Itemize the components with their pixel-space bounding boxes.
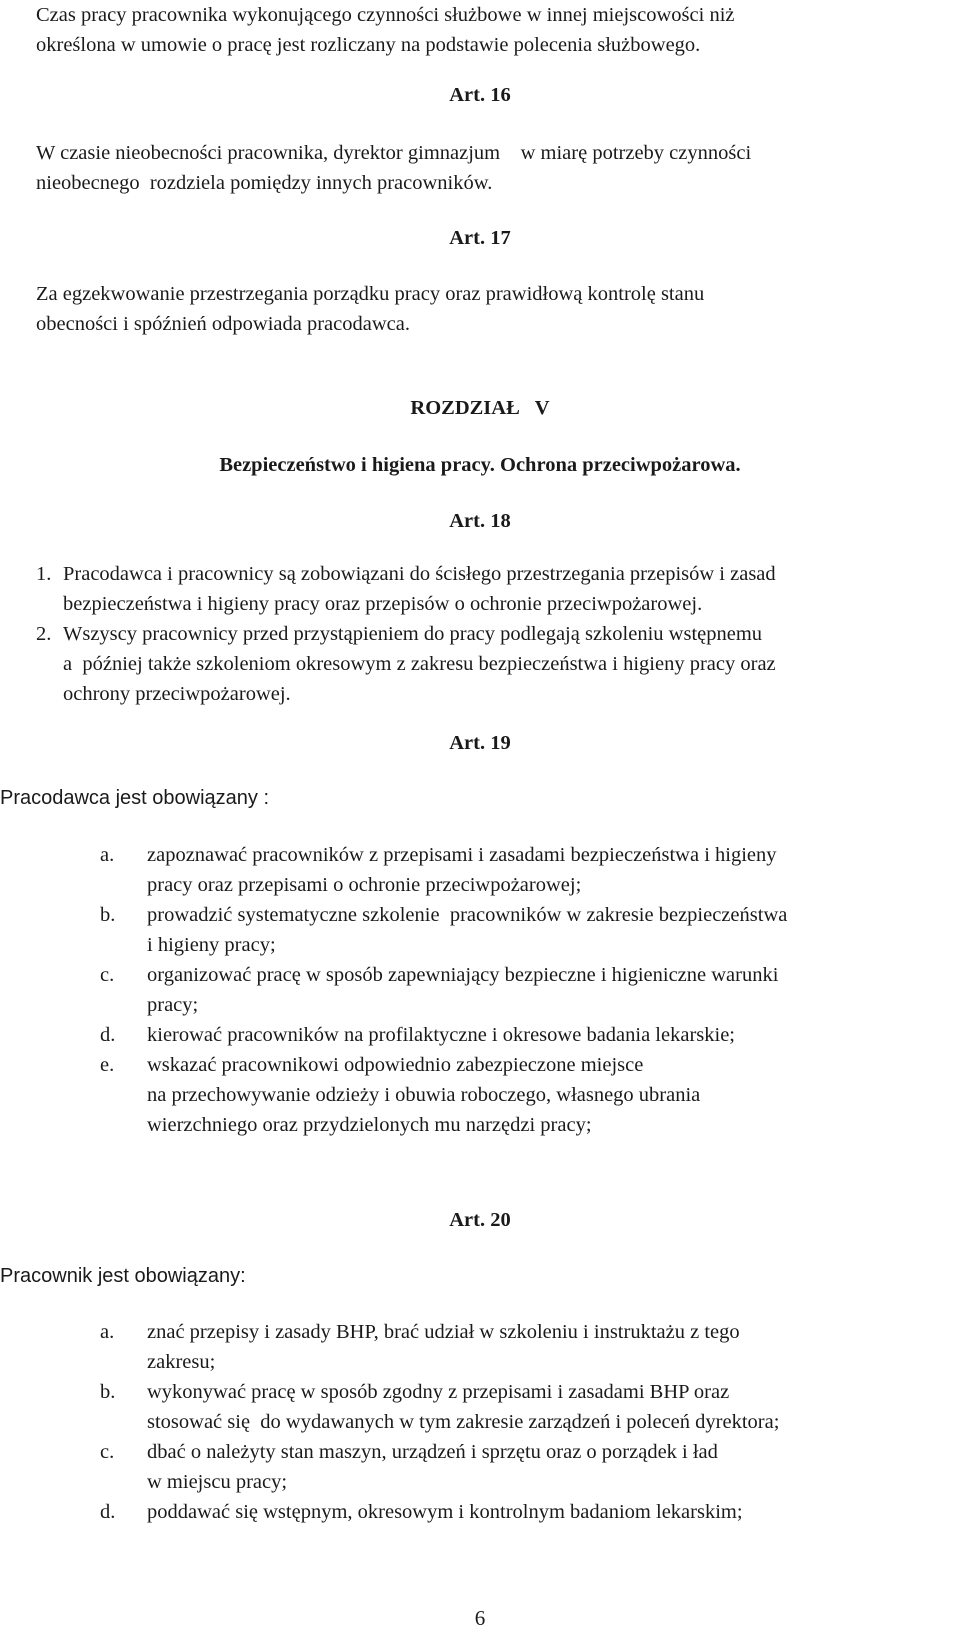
art17-paragraph xyxy=(36,279,936,339)
art19-lead: Pracodawca jest obowiązany : xyxy=(0,787,270,809)
art18-heading: Art. 18 xyxy=(449,510,511,532)
art20-lead: Pracownik jest obowiązany: xyxy=(0,1265,246,1287)
text-line: poddawać się wstępnym, okresowym i kontrolnym badaniom lekarskim; xyxy=(147,1501,743,1523)
text-line: bezpieczeństwa i higieny pracy oraz przepisów o ochronie przeciwpożarowej. xyxy=(63,593,703,615)
art19-heading: Art. 19 xyxy=(449,732,511,754)
list-marker: b. xyxy=(100,904,116,926)
list-item xyxy=(100,1050,787,1140)
text-line: stosować się do wydawanych w tym zakresie zarządzeń i poleceń dyrektora; xyxy=(147,1411,780,1433)
list-item xyxy=(100,840,787,900)
list-item xyxy=(100,900,787,960)
art17-heading: Art. 17 xyxy=(449,227,511,249)
art19-list xyxy=(100,840,787,1140)
text-line: pracy oraz przepisami o ochronie przeciwpożarowej; xyxy=(147,874,582,896)
art18-list xyxy=(36,559,776,709)
list-item xyxy=(100,1437,779,1497)
chapter-title: Bezpieczeństwo i higiena pracy. Ochrona przeciwpożarowa. xyxy=(219,454,741,476)
list-marker: d. xyxy=(100,1024,116,1046)
intro-paragraph xyxy=(36,0,936,60)
art20-heading: Art. 20 xyxy=(449,1209,511,1231)
text-line: organizować pracę w sposób zapewniający bezpieczne i higieniczne warunki xyxy=(147,964,779,986)
text-line: znać przepisy i zasady BHP, brać udział w szkoleniu i instruktażu z tego xyxy=(147,1321,740,1343)
list-marker: d. xyxy=(100,1501,116,1523)
text-line: Za egzekwowanie przestrzegania porządku pracy oraz prawidłową kontrolę stanu xyxy=(36,283,705,305)
art16-heading: Art. 16 xyxy=(449,84,511,106)
text-line: zakresu; xyxy=(147,1351,216,1373)
list-marker: e. xyxy=(100,1054,115,1076)
list-marker: c. xyxy=(100,1441,115,1463)
text-line: a później także szkoleniom okresowym z zakresu bezpieczeństwa i higieny pracy oraz xyxy=(63,653,776,675)
text-line: określona w umowie o pracę jest rozliczany na podstawie polecenia służbowego. xyxy=(36,34,701,56)
art16-paragraph xyxy=(36,138,936,198)
art20-list xyxy=(100,1317,779,1527)
list-item xyxy=(100,1317,779,1377)
list-marker: c. xyxy=(100,964,115,986)
list-marker: 2. xyxy=(36,623,52,645)
text-line: Pracodawca i pracownicy są zobowiązani do ścisłego przestrzegania przepisów i zasad xyxy=(63,563,776,585)
list-marker: 1. xyxy=(36,563,52,585)
list-item xyxy=(100,1377,779,1437)
list-marker: a. xyxy=(100,1321,115,1343)
text-line: W czasie nieobecności pracownika, dyrektor gimnazjum w miarę potrzeby czynności xyxy=(36,142,752,164)
list-item xyxy=(100,1020,787,1050)
text-line: wierzchniego oraz przydzielonych mu narzędzi pracy; xyxy=(147,1114,592,1136)
list-marker: b. xyxy=(100,1381,116,1403)
text-line: ochrony przeciwpożarowej. xyxy=(63,683,291,705)
list-item xyxy=(36,619,776,709)
text-line: Czas pracy pracownika wykonującego czynności służbowe w innej miejscowości niż xyxy=(36,4,735,26)
list-item xyxy=(100,960,787,1020)
text-line: kierować pracowników na profilaktyczne i okresowe badania lekarskie; xyxy=(147,1024,735,1046)
text-line: w miejscu pracy; xyxy=(147,1471,288,1493)
list-item xyxy=(36,559,776,619)
text-line: obecności i spóźnień odpowiada pracodawca. xyxy=(36,313,410,335)
text-line: wykonywać pracę w sposób zgodny z przepisami i zasadami BHP oraz xyxy=(147,1381,730,1403)
chapter-heading: ROZDZIAŁ V xyxy=(410,397,550,419)
text-line: nieobecnego rozdziela pomiędzy innych pracowników. xyxy=(36,172,493,194)
text-line: i higieny pracy; xyxy=(147,934,276,956)
list-marker: a. xyxy=(100,844,115,866)
text-line: na przechowywanie odzieży i obuwia roboczego, własnego ubrania xyxy=(147,1084,701,1106)
text-line: pracy; xyxy=(147,994,199,1016)
text-line: zapoznawać pracowników z przepisami i zasadami bezpieczeństwa i higieny xyxy=(147,844,777,866)
text-line: Wszyscy pracownicy przed przystąpieniem do pracy podlegają szkoleniu wstępnemu xyxy=(63,623,763,645)
text-line: dbać o należyty stan maszyn, urządzeń i sprzętu oraz o porządek i ład xyxy=(147,1441,718,1463)
text-line: prowadzić systematyczne szkolenie pracowników w zakresie bezpieczeństwa xyxy=(147,904,788,926)
page-number: 6 xyxy=(474,1606,486,1630)
text-line: wskazać pracownikowi odpowiednio zabezpieczone miejsce xyxy=(147,1054,644,1076)
list-item xyxy=(100,1497,779,1527)
